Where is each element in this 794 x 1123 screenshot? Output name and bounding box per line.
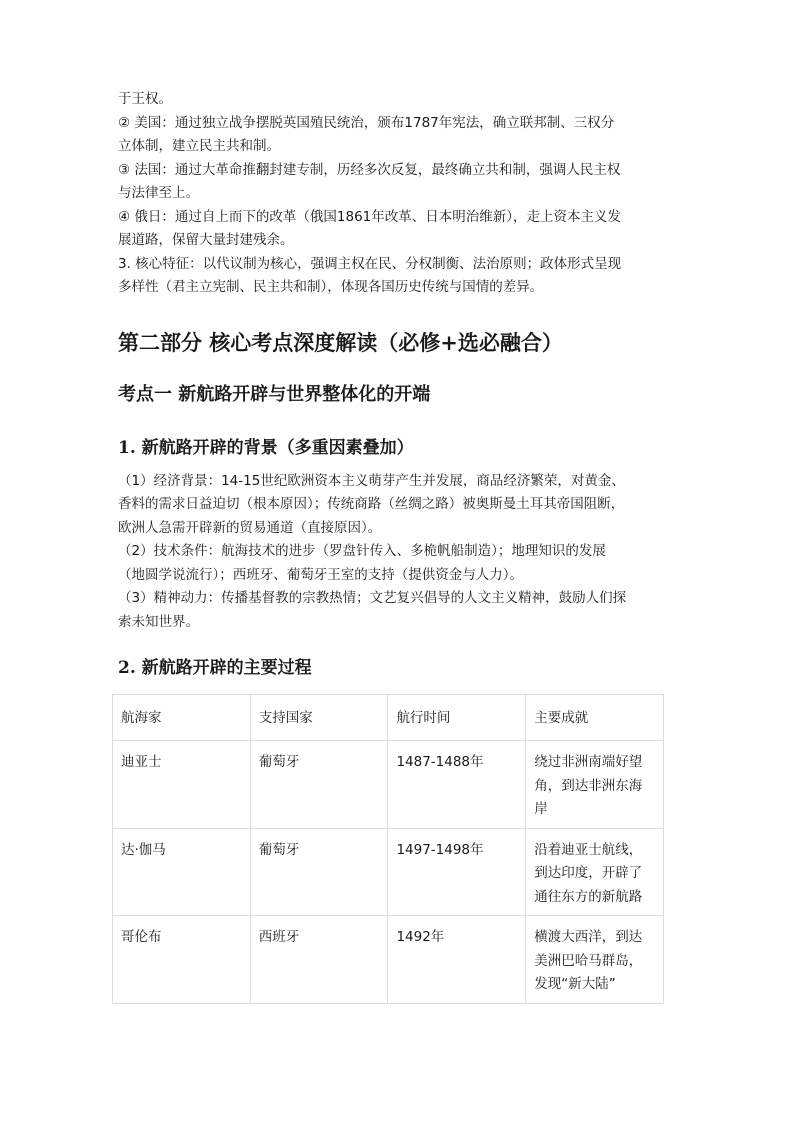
navigator-cell: 哥伦布: [113, 916, 251, 1004]
text-line: 与法律至上。: [118, 185, 199, 201]
column-header: 航行时间: [388, 695, 526, 741]
text-line: （1）经济背景：14-15世纪欧洲资本主义萌芽产生并发展，商品经济繁荣，对黄金、: [118, 472, 625, 489]
page-content: [118, 88, 678, 1004]
achievement-line: 横渡大西洋，到达: [534, 929, 643, 945]
achievement-line: 发现“新大陆”: [534, 976, 616, 992]
text-line: 立体制，建立民主共和制。: [118, 138, 280, 154]
text-line: 于王权。: [118, 91, 172, 107]
navigator-cell: 迪亚士: [113, 741, 251, 829]
column-header: 主要成就: [526, 695, 664, 741]
section-heading-process: 2. 新航路开辟的主要过程: [118, 658, 312, 678]
background-paragraphs: [118, 470, 678, 635]
text-line: ④ 俄日：通过自上而下的改革（俄国1861年改革、日本明治维新），走上资本主义发: [118, 208, 621, 225]
text-line: 多样性（君主立宪制、民主共和制），体现各国历史传统与国情的差异。: [118, 279, 544, 295]
text-line: 索未知世界。: [118, 613, 199, 630]
achievement-line: 沿着迪亚士航线，: [534, 841, 643, 858]
time-cell: 1497-1498年: [388, 828, 526, 916]
voyages-table: [112, 694, 664, 1004]
achievement-line: 岸: [534, 801, 548, 817]
intro-paragraphs: [118, 88, 678, 300]
achievement-cell: [526, 916, 664, 1004]
section-heading-background: 1. 新航路开辟的背景（多重因素叠加）: [118, 437, 414, 458]
country-cell: 葡萄牙: [250, 741, 388, 829]
text-line: （地圆学说流行）；西班牙、葡萄牙王室的支持（提供资金与人力）。: [118, 566, 523, 583]
table-row: [113, 741, 664, 829]
text-line: 3. 核心特征：以代议制为核心，强调主权在民、分权制衡、法治原则；政体形式呈现: [118, 255, 622, 272]
text-line: 展道路，保留大量封建残余。: [118, 232, 294, 248]
achievement-line: 通往东方的新航路: [534, 888, 643, 905]
table-header-row: [113, 695, 664, 741]
text-line: ③ 法国：通过大革命推翻封建专制，历经多次反复，最终确立共和制，强调人民主权: [118, 161, 621, 178]
achievement-line: 美洲巴哈马群岛，: [534, 952, 643, 969]
part-heading: 第二部分 核心考点深度解读（必修+选必融合）: [118, 329, 563, 355]
time-cell: 1487-1488年: [388, 741, 526, 829]
column-header: 航海家: [113, 695, 251, 741]
time-cell: 1492年: [388, 916, 526, 1004]
topic-heading: 考点一 新航路开辟与世界整体化的开端: [118, 383, 431, 405]
achievement-line: 角，到达非洲东海: [534, 777, 643, 794]
text-line: （3）精神动力：传播基督教的宗教热情；文艺复兴倡导的人文主义精神，鼓励人们探: [118, 590, 627, 606]
table-row: [113, 828, 664, 916]
achievement-line: 到达印度，开辟了: [534, 865, 643, 881]
navigator-cell: 达·伽马: [113, 828, 251, 916]
text-line: 欧洲人急需开辟新的贸易通道（直接原因）。: [118, 519, 382, 536]
table-row: [113, 916, 664, 1004]
text-line: ② 美国：通过独立战争摆脱英国殖民统治，颁布1787年宪法，确立联邦制、三权分: [118, 114, 615, 131]
achievement-cell: [526, 828, 664, 916]
text-line: 香料的需求日益迫切（根本原因）；传统商路（丝绸之路）被奥斯曼土耳其帝国阻断，: [118, 496, 625, 512]
achievement-line: 绕过非洲南端好望: [534, 754, 643, 770]
text-line: （2）技术条件：航海技术的进步（罗盘针传入、多桅帆船制造）；地理知识的发展: [118, 543, 606, 559]
country-cell: 西班牙: [250, 916, 388, 1004]
country-cell: 葡萄牙: [250, 828, 388, 916]
column-header: 支持国家: [250, 695, 388, 741]
achievement-cell: [526, 741, 664, 829]
